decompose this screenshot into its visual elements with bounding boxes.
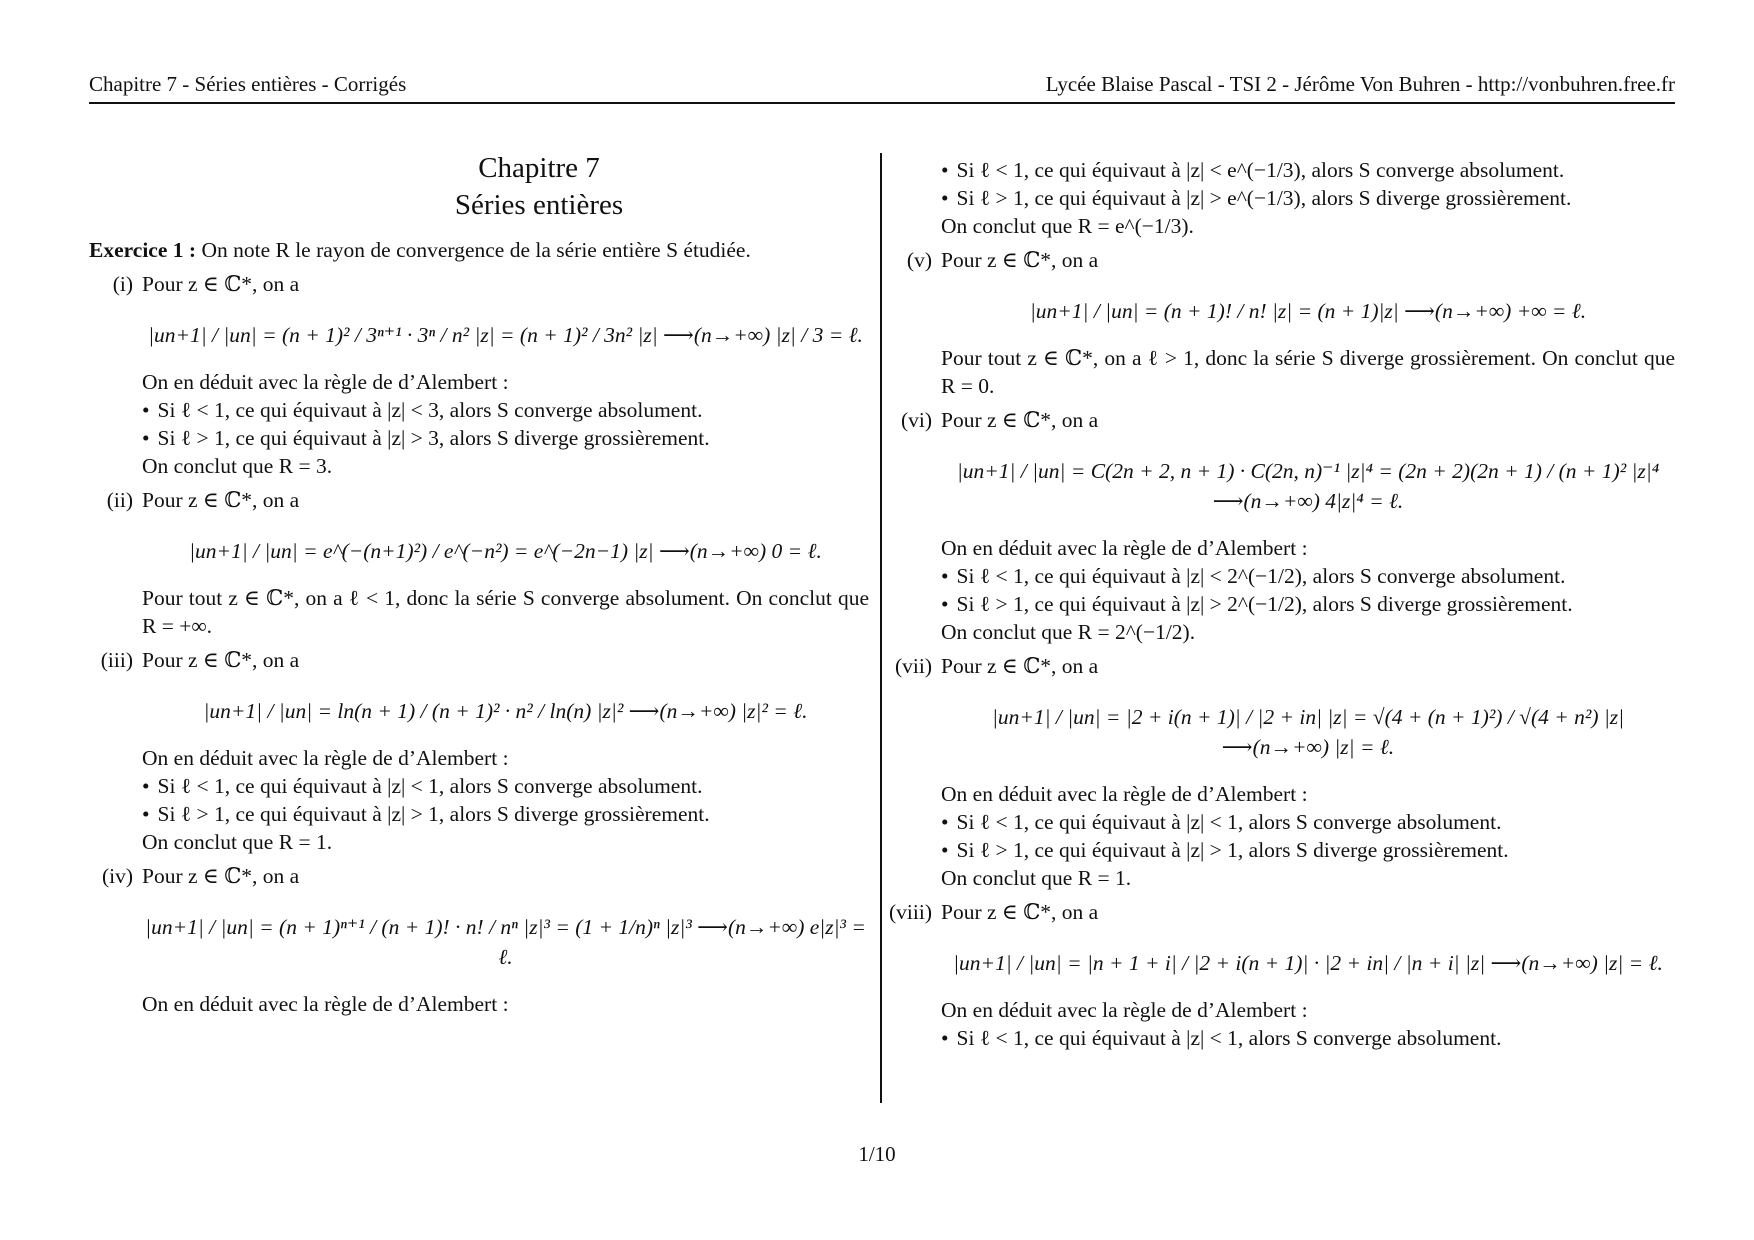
bullet-line: • Si ℓ > 1, ce qui équivaut à |z| > e^(−1/3), alors S diverge grossièrement. — [941, 184, 1675, 212]
left-column — [89, 150, 869, 1018]
exercise-label: Exercice 1 : — [89, 238, 197, 262]
text-line: On en déduit avec la règle de d’Alembert : — [941, 998, 1308, 1022]
item-vi — [888, 406, 1675, 646]
equation: |un+1| / |un| = C(2n + 2, n + 1) · C(2n, n)⁻¹ |z|⁴ = (2n + 2)(2n + 1) / (n + 1)² |z|⁴ ⟶(n→+∞) 4|z|⁴ = ℓ. — [956, 459, 1660, 513]
bullet-line: • Si ℓ < 1, ce qui équivaut à |z| < 1, alors S converge absolument. — [941, 808, 1675, 836]
item-iii — [89, 646, 869, 856]
header-chapter: Chapitre 7 - Séries entières - Corrigés — [89, 72, 407, 96]
bullet-line: • Si ℓ > 1, ce qui équivaut à |z| > 1, alors S diverge grossièrement. — [142, 800, 869, 828]
exercise-intro: On note R le rayon de convergence de la série entière S étudiée. — [201, 238, 751, 262]
item-intro: Pour z ∈ ℂ*, on a — [142, 648, 300, 672]
item-intro: Pour z ∈ ℂ*, on a — [142, 488, 300, 512]
text-line: On en déduit avec la règle de d’Alembert : — [142, 370, 509, 394]
item-label: (iii) — [100, 648, 133, 672]
item-label: (viii) — [889, 900, 932, 924]
bullet-line: • Si ℓ < 1, ce qui équivaut à |z| < 1, alors S converge absolument. — [142, 772, 869, 800]
item-label: (i) — [112, 272, 133, 296]
conclusion-line: On conclut que R = 2^(−1/2). — [941, 620, 1196, 644]
equation: |un+1| / |un| = |n + 1 + i| / |2 + i(n + 1)| · |2 + in| / |n + i| |z| ⟶(n→+∞) |z| = ℓ. — [953, 951, 1663, 975]
item-intro: Pour z ∈ ℂ*, on a — [941, 248, 1099, 272]
item-label: (vii) — [894, 654, 932, 678]
bullet-line: • Si ℓ < 1, ce qui équivaut à |z| < 1, alors S converge absolument. — [941, 1024, 1675, 1052]
item-label: (vi) — [900, 408, 932, 432]
equation: |un+1| / |un| = |2 + i(n + 1)| / |2 + in| |z| = √(4 + (n + 1)²) / √(4 + n²) |z| ⟶(n→+∞) |z| = ℓ. — [991, 705, 1625, 759]
item-label: (ii) — [106, 488, 133, 512]
conclusion-line: On conclut que R = 1. — [142, 830, 333, 854]
text-line: On en déduit avec la règle de d’Alembert : — [941, 536, 1308, 560]
text-line: Pour tout z ∈ ℂ*, on a ℓ > 1, donc la série S diverge grossièrement. On conclut que R = 0. — [941, 346, 1675, 398]
page-title — [209, 150, 869, 224]
item-intro: Pour z ∈ ℂ*, on a — [142, 272, 300, 296]
equation: |un+1| / |un| = ln(n + 1) / (n + 1)² · n² / ln(n) |z|² ⟶(n→+∞) |z|² = ℓ. — [203, 699, 808, 723]
running-header — [89, 70, 1675, 104]
exercise-heading — [89, 236, 869, 264]
item-vii — [888, 652, 1675, 892]
item-label: (v) — [906, 248, 932, 272]
equation: |un+1| / |un| = (n + 1)ⁿ⁺¹ / (n + 1)! · n! / nⁿ |z|³ = (1 + 1/n)ⁿ |z|³ ⟶(n→+∞) e|z|³ = ℓ. — [145, 915, 866, 969]
title-line-2: Séries entières — [454, 189, 624, 221]
bullet-line: • Si ℓ < 1, ce qui équivaut à |z| < e^(−1/3), alors S converge absolument. — [941, 156, 1675, 184]
item-v — [888, 246, 1675, 400]
item-viii — [888, 898, 1675, 1052]
bullet-line: • Si ℓ < 1, ce qui équivaut à |z| < 3, alors S converge absolument. — [142, 396, 869, 424]
header-author: Lycée Blaise Pascal - TSI 2 - Jérôme Von Buhren - http://vonbuhren.free.fr — [1045, 72, 1675, 96]
page-number: 1/10 — [858, 1142, 896, 1166]
bullet-line: • Si ℓ > 1, ce qui équivaut à |z| > 1, alors S diverge grossièrement. — [941, 836, 1675, 864]
item-intro: Pour z ∈ ℂ*, on a — [142, 864, 300, 888]
right-column — [888, 150, 1675, 1052]
conclusion-line: On conclut que R = 3. — [142, 454, 333, 478]
equation: |un+1| / |un| = e^(−(n+1)²) / e^(−n²) = e^(−2n−1) |z| ⟶(n→+∞) 0 = ℓ. — [189, 539, 822, 563]
conclusion-line: On conclut que R = 1. — [941, 866, 1132, 890]
item-intro: Pour z ∈ ℂ*, on a — [941, 654, 1099, 678]
text-line: Pour tout z ∈ ℂ*, on a ℓ < 1, donc la série S converge absolument. On conclut que R = +∞. — [142, 586, 869, 638]
text-line: On en déduit avec la règle de d’Alembert : — [941, 782, 1308, 806]
item-i — [89, 270, 869, 480]
conclusion-line: On conclut que R = e^(−1/3). — [941, 214, 1194, 238]
bullet-line: • Si ℓ < 1, ce qui équivaut à |z| < 2^(−1/2), alors S converge absolument. — [941, 562, 1675, 590]
bullet-line: • Si ℓ > 1, ce qui équivaut à |z| > 2^(−1/2), alors S diverge grossièrement. — [941, 590, 1675, 618]
item-iv — [89, 862, 869, 1018]
item-intro: Pour z ∈ ℂ*, on a — [941, 900, 1099, 924]
bullet-line: • Si ℓ > 1, ce qui équivaut à |z| > 3, alors S diverge grossièrement. — [142, 424, 869, 452]
text-line: On en déduit avec la règle de d’Alembert : — [142, 746, 509, 770]
item-iv-continued — [888, 156, 1675, 240]
item-label: (iv) — [101, 864, 133, 888]
equation: |un+1| / |un| = (n + 1)! / n! |z| = (n + 1)|z| ⟶(n→+∞) +∞ = ℓ. — [1029, 299, 1587, 323]
text-line: On en déduit avec la règle de d’Alembert : — [142, 992, 509, 1016]
item-intro: Pour z ∈ ℂ*, on a — [941, 408, 1099, 432]
column-divider — [880, 153, 882, 1103]
title-line-1: Chapitre 7 — [478, 152, 600, 184]
equation: |un+1| / |un| = (n + 1)² / 3ⁿ⁺¹ · 3ⁿ / n² |z| = (n + 1)² / 3n² |z| ⟶(n→+∞) |z| / 3 = ℓ. — [148, 323, 863, 347]
item-ii — [89, 486, 869, 640]
